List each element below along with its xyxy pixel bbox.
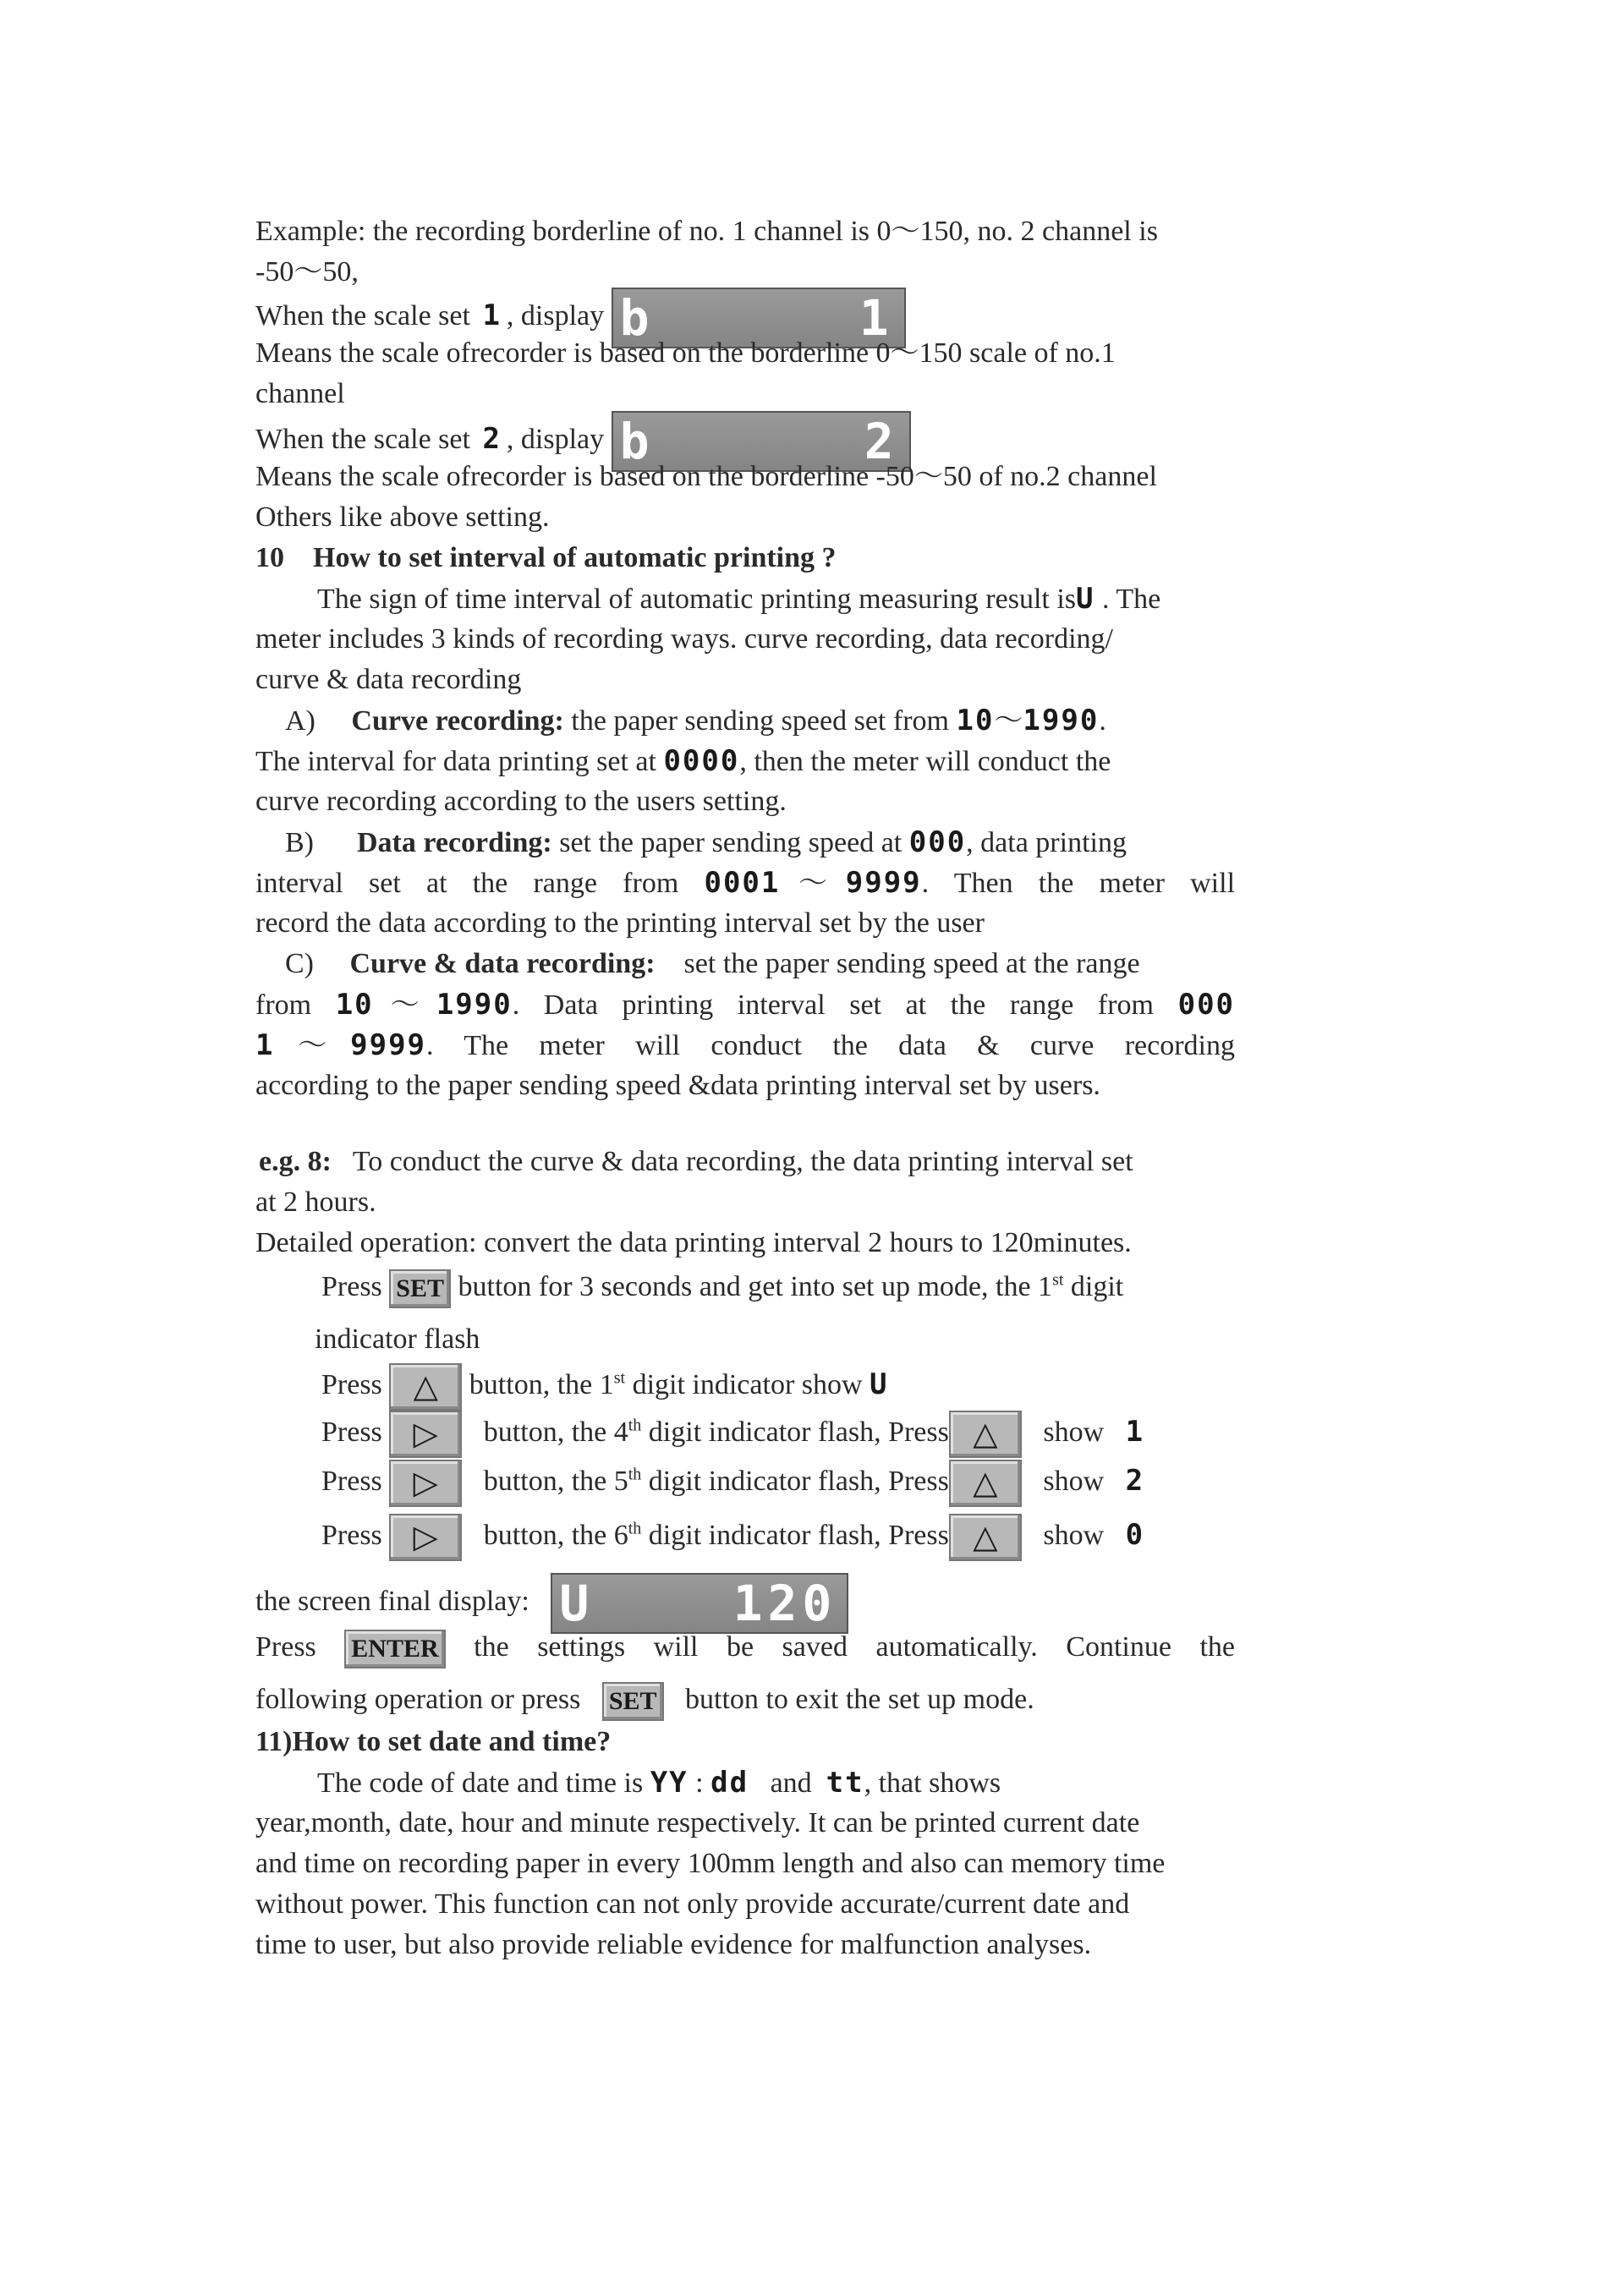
text-span: interval set at the range from: [255, 868, 679, 899]
text-line: channel: [255, 378, 345, 409]
segment-digit: 10: [335, 988, 374, 1022]
item-marker: B): [285, 827, 314, 858]
segment-digit: 0: [1125, 1517, 1145, 1552]
press-label: Press: [321, 1368, 382, 1400]
item-title: Curve & data recording:: [349, 948, 656, 979]
text-line: [255, 1025, 1235, 1066]
text-line: [255, 741, 1235, 782]
text-span: digit indicator show: [632, 1368, 863, 1400]
segment-digit: 1: [1125, 1414, 1145, 1449]
segment-digit: 0001: [704, 866, 781, 900]
up-arrow-button[interactable]: △: [949, 1411, 1022, 1458]
lcd-right-digits: 120: [732, 1575, 837, 1632]
segment-digit: dd: [710, 1766, 749, 1800]
item-b-line: [285, 822, 1235, 863]
enter-button[interactable]: ENTER: [344, 1630, 445, 1669]
right-arrow-button[interactable]: ▷: [389, 1411, 462, 1458]
item-c-line: [285, 944, 1235, 984]
segment-digit: YY: [650, 1766, 689, 1800]
tilde: ～: [780, 868, 846, 899]
lcd-left-digits: b: [619, 289, 650, 347]
text-line: [255, 984, 1235, 1026]
text-span: , data printing: [966, 827, 1127, 858]
text-span: show: [1043, 1416, 1105, 1448]
up-arrow-button[interactable]: △: [389, 1363, 462, 1411]
text-span: set the paper sending speed at the range: [683, 948, 1140, 979]
text-span: , display: [506, 299, 605, 332]
tilde: ～: [373, 989, 436, 1021]
text-span: To conduct the curve & data recording, the data printing interval set: [352, 1146, 1133, 1177]
lcd-left-digits: b: [619, 413, 650, 470]
text-span: from: [255, 989, 312, 1021]
text-span: button for 3 seconds and get into set up mode, the 1: [458, 1271, 1053, 1302]
right-arrow-button[interactable]: ▷: [389, 1514, 462, 1561]
text-line: record the data according to the printing interval set by the user: [255, 907, 985, 939]
superscript: th: [628, 1519, 642, 1538]
text-line: Others like above setting.: [255, 501, 550, 533]
text-line: according to the paper sending speed &data printing interval set by users.: [255, 1070, 1100, 1101]
text-line: Means the scale ofrecorder is based on the borderline -50～50 of no.2 channel: [255, 461, 1157, 492]
text-line: Detailed operation: convert the data printing interval 2 hours to 120minutes.: [255, 1227, 1132, 1258]
text-span: , display: [506, 423, 605, 455]
step-5th-line: [321, 1460, 1235, 1507]
text-line: [255, 863, 1235, 904]
section-number: 10: [255, 542, 284, 573]
lcd-right-digits: 1: [859, 289, 894, 347]
section-title: How to set interval of automatic printing ?: [313, 542, 837, 573]
segment-digit: tt: [826, 1766, 864, 1800]
text-span: button, the 5: [483, 1465, 628, 1497]
text-span: . Then the meter will: [921, 868, 1236, 899]
text-span: button, the 6: [483, 1519, 628, 1551]
segment-digit: 2: [482, 421, 502, 456]
enter-line: [255, 1627, 1235, 1669]
tilde: ～: [274, 1030, 351, 1061]
lcd-display: [551, 1573, 848, 1634]
set-button[interactable]: SET: [389, 1269, 451, 1308]
text-line: [317, 578, 1235, 620]
item-a-line: [285, 700, 1235, 742]
segment-digit: 0000: [663, 744, 740, 778]
superscript: th: [628, 1465, 642, 1484]
date-code-line: [317, 1762, 1235, 1804]
text-span: When the scale set: [255, 299, 470, 332]
text-line: and time on recording paper in every 100mm length and also can memory time: [255, 1848, 1166, 1879]
lcd-right-digits: 2: [864, 413, 899, 470]
press-label: Press: [321, 1465, 382, 1497]
superscript: th: [628, 1416, 642, 1435]
example-8-line: [259, 1142, 1238, 1182]
text-span: digit indicator flash, Press: [648, 1519, 949, 1551]
text-line: meter includes 3 kinds of recording ways. curve recording, data recording/: [255, 623, 1113, 655]
step-4th-line: [321, 1411, 1235, 1458]
text-line: curve recording according to the users setting.: [255, 786, 787, 817]
up-arrow-button[interactable]: △: [949, 1514, 1022, 1561]
segment-digit: 10: [956, 704, 995, 737]
segment-digit: 9999: [350, 1028, 427, 1062]
example-label: e.g. 8:: [259, 1146, 332, 1177]
lcd-left-digits: U: [559, 1575, 590, 1632]
text-span: the screen final display:: [255, 1585, 529, 1617]
segment-digit: 1: [255, 1028, 275, 1062]
text-line: time to user, but also provide reliable evidence for malfunction analyses.: [255, 1929, 1092, 1960]
segment-digit: 000: [1177, 988, 1236, 1022]
text-span: digit: [1070, 1271, 1124, 1302]
press-label: Press: [255, 1631, 316, 1663]
text-span: , then the meter will conduct the: [739, 746, 1111, 777]
text-line: -50～50,: [255, 256, 359, 288]
item-marker: A): [285, 705, 315, 737]
text-span: , that shows: [864, 1767, 1001, 1799]
text-span: button to exit the set up mode.: [685, 1684, 1034, 1715]
text-span: digit indicator flash, Press: [648, 1416, 949, 1448]
text-line: at 2 hours.: [255, 1186, 376, 1218]
text-span: and: [770, 1767, 812, 1799]
text-line: Means the scale ofrecorder is based on the borderline 0～150 scale of no.1: [255, 337, 1116, 369]
set-button[interactable]: SET: [602, 1682, 664, 1721]
text-span: The interval for data printing set at: [255, 746, 656, 777]
section-10-heading: [255, 538, 1235, 578]
press-label: Press: [321, 1416, 382, 1448]
text-span: button, the 4: [483, 1416, 628, 1448]
text-span: The code of date and time is: [317, 1767, 644, 1799]
text-span: When the scale set: [255, 423, 470, 455]
text-span: following operation or press: [255, 1684, 581, 1715]
superscript: st: [613, 1368, 626, 1388]
text-line: year,month, date, hour and minute respectively. It can be printed current date: [255, 1807, 1140, 1838]
text-span: .: [1099, 705, 1106, 737]
segment-digit: 2: [1125, 1463, 1145, 1498]
final-display-line: [255, 1573, 1235, 1634]
up-arrow-button[interactable]: △: [949, 1460, 1022, 1507]
text-span: The sign of time interval of automatic printing measuring result is: [317, 584, 1077, 615]
step-set-line: [321, 1267, 1235, 1308]
text-span: . Data printing interval set at the range from: [512, 989, 1155, 1021]
text-span: show: [1043, 1519, 1105, 1551]
step-6th-line: [321, 1514, 1235, 1561]
text-line: curve & data recording: [255, 664, 522, 695]
segment-digit: 1990: [436, 988, 513, 1022]
step-up-line: [321, 1363, 1235, 1411]
text-span: set the paper sending speed at: [559, 827, 903, 858]
press-label: Press: [321, 1519, 382, 1551]
superscript: st: [1052, 1270, 1064, 1290]
segment-digit: 000: [908, 825, 967, 859]
text-line: Example: the recording borderline of no. 1 channel is 0～150, no. 2 channel is: [255, 216, 1158, 247]
right-arrow-button[interactable]: ▷: [389, 1460, 462, 1507]
text-span: show: [1043, 1465, 1105, 1497]
text-span: button, the 1: [469, 1368, 614, 1400]
text-span: the paper sending speed set from: [571, 705, 949, 737]
segment-digit: 1990: [1023, 704, 1100, 737]
segment-digit: 9999: [845, 866, 922, 900]
text-span: . The: [1102, 584, 1161, 615]
segment-digit: 1: [482, 298, 502, 332]
item-title: Curve recording:: [351, 705, 564, 737]
segment-digit: U: [1076, 582, 1095, 616]
item-title: Data recording:: [357, 827, 552, 858]
text-line: without power. This function can not only provide accurate/current date and: [255, 1888, 1130, 1920]
text-line: indicator flash: [315, 1323, 480, 1355]
separator: :: [695, 1767, 704, 1799]
section-11-heading: 11)How to set date and time?: [255, 1726, 612, 1757]
text-span: the settings will be saved automatically. Continue the: [474, 1631, 1236, 1663]
press-label: Press: [321, 1271, 382, 1302]
tilde: ～: [994, 705, 1023, 737]
segment-digit: U: [870, 1367, 889, 1401]
text-span: digit indicator flash, Press: [648, 1465, 949, 1497]
item-marker: C): [285, 948, 314, 979]
exit-line: [255, 1680, 1235, 1721]
text-span: . The meter will conduct the data & curve recording: [426, 1030, 1235, 1061]
